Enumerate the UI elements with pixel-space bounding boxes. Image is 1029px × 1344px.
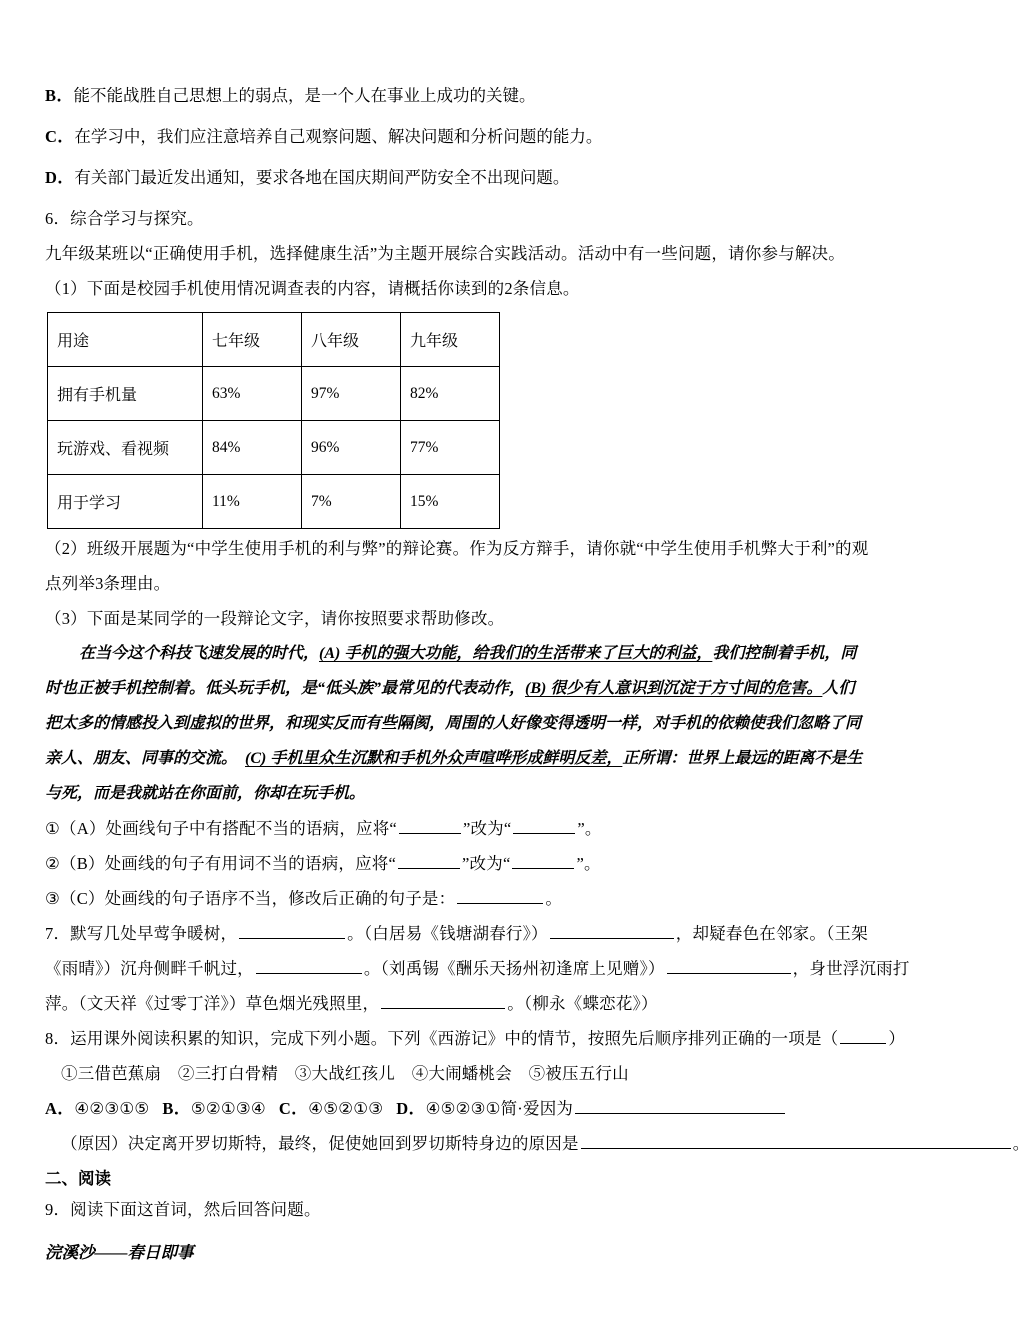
- q8-stem-a: 运用课外阅读积累的知识，完成下列小题。下列《西游记》中的情节，按照先后顺序排列正确的一项是（: [70, 1029, 839, 1048]
- question6-sub3: （3）下面是某同学的一段辩论文字，请你按照要求帮助修改。: [45, 609, 505, 628]
- item3-text-a: （C）处画线的句子语序不当，修改后正确的句子是：: [60, 889, 456, 908]
- table-header-grade9: 九年级: [401, 313, 500, 367]
- question8-stem: [45, 1021, 910, 1056]
- cell-games-video-g9: 77%: [401, 421, 500, 475]
- item2-text-a: （B）处画线的句子有用词不当的语病，应将“: [60, 854, 397, 873]
- question7-line-2: [45, 951, 910, 986]
- q8-option-a-letter: A．: [45, 1099, 75, 1118]
- passage-l2-underline-b: (B) 很少有人意识到沉淀于方寸间的危害。: [525, 680, 823, 697]
- question6-item-1: [45, 811, 910, 846]
- cell-own-phone-g7: 63%: [203, 367, 302, 421]
- passage-line-1: [45, 636, 910, 671]
- q8-stem-b: ）: [888, 1029, 906, 1048]
- question6-item-2: [45, 846, 910, 881]
- passage-line-5: [45, 776, 910, 811]
- passage-l2-b: 人们: [822, 680, 855, 697]
- q7-blank-2[interactable]: [550, 923, 674, 939]
- question6-sub2-line1: （2）班级开展题为“中学生使用手机的利与弊”的辩论赛。作为反方辩手，请你就“中学生使用手机弊大于利”的观: [45, 539, 869, 558]
- row-label-study: 用于学习: [48, 475, 203, 529]
- q8-option-c-letter: C．: [278, 1099, 309, 1118]
- q7-seg4: 《雨晴》）沉舟侧畔千帆过，: [45, 959, 254, 978]
- question6-number: 6．: [45, 209, 71, 228]
- item2-text-c: ”。: [576, 854, 601, 873]
- question6-intro: 九年级某班以“正确使用手机，选择健康生活”为主题开展综合实践活动。活动中有一些问题，请你参与解决。: [45, 244, 845, 263]
- passage-l1-a: 在当今这个科技飞速发展的时代，: [79, 645, 320, 662]
- passage-l3-a: 把太多的情感投入到虚拟的世界，和现实反而有些隔阂，周围的人好像变得透明一样，对手机的依赖使我们忽略了同: [45, 715, 862, 732]
- item1-blank-2[interactable]: [513, 818, 575, 834]
- passage-l1-underline-a: (A) 手机的强大功能，给我们的生活带来了巨大的利益，: [319, 645, 713, 662]
- cell-own-phone-g9: 82%: [401, 367, 500, 421]
- question6-sub2-line2: 点列举3条理由。: [45, 574, 171, 593]
- passage-l4-b: 正所谓：世界上最远的距离不是生: [622, 750, 863, 767]
- option-b: [45, 78, 910, 114]
- q8-next-b: 。: [1012, 1134, 1029, 1153]
- q7-blank-3[interactable]: [256, 958, 362, 974]
- option-c-text: 在学习中，我们应注意培养自己观察问题、解决问题和分析问题的能力。: [74, 127, 603, 146]
- cell-own-phone-g8: 97%: [302, 367, 401, 421]
- option-b-text: 能不能战胜自己思想上的弱点，是一个人在事业上成功的关键。: [73, 86, 536, 105]
- q8-option-c-text: ④⑤②①③: [308, 1099, 384, 1118]
- q8-option-d-text: ④⑤②③①: [425, 1099, 501, 1118]
- cell-study-g7: 11%: [203, 475, 302, 529]
- q7-seg3: ，却疑春色在邻家。（王架: [675, 924, 868, 943]
- question6-title-line: [45, 201, 910, 236]
- question8-events: ①三借芭蕉扇 ②三打白骨精 ③大战红孩儿 ④大闹蟠桃会 ⑤被压五行山: [61, 1064, 629, 1083]
- table-row: [48, 475, 500, 529]
- question8-next-line: [45, 1126, 1029, 1161]
- question9-line: [45, 1193, 910, 1226]
- option-b-letter: B．: [45, 86, 74, 105]
- table-header-row: [48, 313, 500, 367]
- q8-next-blank[interactable]: [581, 1133, 1011, 1149]
- item2-marker: ②: [45, 854, 60, 873]
- item1-text-a: （A）处画线句子中有搭配不当的语病，应将“: [60, 819, 397, 838]
- option-c: [45, 119, 910, 155]
- q7-blank-4[interactable]: [667, 958, 791, 974]
- q7-seg8: 。（柳永《蝶恋花》）: [507, 994, 658, 1013]
- item1-blank-1[interactable]: [399, 818, 461, 834]
- passage-line-2: [45, 671, 910, 706]
- question6-title: 综合学习与探究。: [70, 209, 204, 228]
- question8-options: [45, 1091, 910, 1126]
- option-c-letter: C．: [45, 127, 75, 146]
- q8-trailing-blank[interactable]: [575, 1098, 785, 1114]
- row-label-own-phone: 拥有手机量: [48, 367, 203, 421]
- q8-option-d-letter: D．: [396, 1099, 426, 1118]
- q7-seg1: 默写几处早莺争暖树，: [70, 924, 238, 943]
- table-header-grade7: 七年级: [203, 313, 302, 367]
- q7-seg6: ，身世浮沉雨打: [792, 959, 910, 978]
- question6-sub1: （1）下面是校园手机使用情况调查表的内容，请概括你读到的2条信息。: [45, 279, 580, 298]
- cell-study-g8: 7%: [302, 475, 401, 529]
- question6-item-3: [45, 881, 910, 916]
- cell-games-video-g8: 96%: [302, 421, 401, 475]
- passage-l4-underline-c: (C) 手机里众生沉默和手机外众声喧哗形成鲜明反差，: [245, 750, 623, 767]
- poem-title: 浣溪沙——春日即事: [45, 1243, 194, 1262]
- table-row: [48, 367, 500, 421]
- item1-marker: ①: [45, 819, 60, 838]
- passage-l4-a: 亲人、朋友、同事的交流。: [45, 750, 246, 767]
- q8-option-b-text: ⑤②①③④: [190, 1099, 266, 1118]
- item1-text-b: ”改为“: [462, 819, 512, 838]
- item2-blank-2[interactable]: [512, 853, 574, 869]
- passage-line-4: [45, 741, 910, 776]
- cell-study-g9: 15%: [401, 475, 500, 529]
- section2-heading: 二、阅读: [45, 1169, 111, 1188]
- item3-text-b: 。: [545, 889, 563, 908]
- passage-line-3: [45, 706, 910, 741]
- passage-l2-a: 时也正被手机控制着。低头玩手机，是“低头族”最常见的代表动作，: [45, 680, 526, 697]
- question9-number: 9．: [45, 1200, 71, 1219]
- q7-blank-1[interactable]: [239, 923, 345, 939]
- question8-number: 8．: [45, 1029, 71, 1048]
- table-row: [48, 421, 500, 475]
- option-d: [45, 160, 910, 196]
- q8-option-b-letter: B．: [162, 1099, 191, 1118]
- q7-seg2: 。（白居易《钱塘湖春行》）: [347, 924, 548, 943]
- cell-games-video-g7: 84%: [203, 421, 302, 475]
- phone-usage-survey-table: [47, 312, 500, 529]
- option-d-letter: D．: [45, 168, 75, 187]
- debate-passage: [45, 636, 910, 811]
- q7-seg5: 。（刘禹锡《酬乐天扬州初逢席上见赠》）: [363, 959, 665, 978]
- item3-marker: ③: [45, 889, 60, 908]
- q8-next-a: （原因）决定离开罗切斯特，最终，促使她回到罗切斯特身边的原因是: [61, 1134, 579, 1153]
- item2-text-b: ”改为“: [462, 854, 511, 873]
- q7-seg7: 萍。（文天祥《过零丁洋》）草色烟光残照里，: [45, 994, 380, 1013]
- q8-answer-blank[interactable]: [840, 1028, 886, 1044]
- table-header-usage: 用途: [48, 313, 203, 367]
- question9-text: 阅读下面这首词，然后回答问题。: [70, 1200, 321, 1219]
- passage-l1-b: 我们控制着手机，同: [712, 645, 857, 662]
- q7-blank-5[interactable]: [381, 993, 505, 1009]
- table-header-grade8: 八年级: [302, 313, 401, 367]
- item1-text-c: ”。: [577, 819, 602, 838]
- q8-option-a-text: ④②③①⑤: [74, 1099, 150, 1118]
- question7-number: 7．: [45, 924, 71, 943]
- passage-l5-a: 与死，而是我就站在你面前，你却在玩手机。: [45, 785, 366, 802]
- option-d-text: 有关部门最近发出通知，要求各地在国庆期间严防安全不出现问题。: [74, 168, 570, 187]
- item3-blank-1[interactable]: [457, 888, 543, 904]
- q8-trailing-text: 简·爱因为: [500, 1099, 574, 1118]
- question5-options: [45, 78, 910, 196]
- row-label-games-video: 玩游戏、看视频: [48, 421, 203, 475]
- item2-blank-1[interactable]: [398, 853, 460, 869]
- question7-line-1: [45, 916, 910, 951]
- question7-line-3: [45, 986, 910, 1021]
